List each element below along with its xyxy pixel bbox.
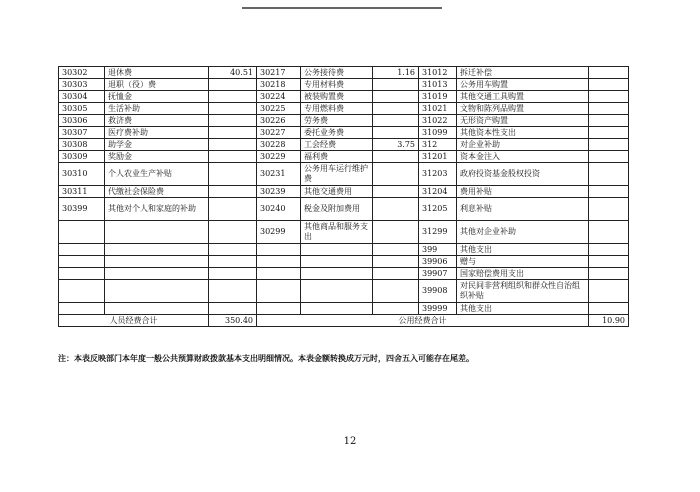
item-name-goods-services: 其他交通费用: [301, 186, 373, 198]
table-row: [59, 103, 629, 115]
econ-code-goods-services: 30239: [257, 186, 301, 198]
amount-goods-services: [373, 115, 419, 127]
econ-code-personnel: 30311: [59, 186, 105, 198]
amount-goods-services: [373, 127, 419, 139]
expenditure-table: [58, 66, 629, 327]
econ-code-goods-services: 30224: [257, 91, 301, 103]
item-name-capital-other: 政府投资基金股权投资: [457, 163, 589, 186]
amount-personnel: [209, 186, 257, 198]
amount-goods-services: [373, 268, 419, 280]
amount-goods-services: [373, 163, 419, 186]
amount-capital-other: [589, 127, 629, 139]
econ-code-capital-other: 31022: [419, 115, 457, 127]
item-name-personnel: 退职（役）费: [105, 79, 209, 91]
econ-code-capital-other: 31201: [419, 151, 457, 163]
item-name-goods-services: 其他商品和服务支出: [301, 221, 373, 244]
item-name-capital-other: 赠与: [457, 256, 589, 268]
amount-personnel: [209, 127, 257, 139]
table-row: [59, 303, 629, 315]
item-name-goods-services: 福利费: [301, 151, 373, 163]
econ-code-personnel: 30304: [59, 91, 105, 103]
econ-code-capital-other: 39908: [419, 280, 457, 303]
item-name-capital-other: 公务用车购置: [457, 79, 589, 91]
item-name-capital-other: 费用补贴: [457, 186, 589, 198]
econ-code-capital-other: 31099: [419, 127, 457, 139]
item-name-goods-services: [301, 280, 373, 303]
econ-code-goods-services: 30218: [257, 79, 301, 91]
amount-goods-services: [373, 256, 419, 268]
table-row: [59, 151, 629, 163]
econ-code-goods-services: [257, 256, 301, 268]
econ-code-personnel: 30302: [59, 67, 105, 79]
item-name-goods-services: [301, 244, 373, 256]
econ-code-personnel: [59, 268, 105, 280]
item-name-capital-other: 其他资本性支出: [457, 127, 589, 139]
amount-personnel: [209, 198, 257, 221]
public-total-value: 10.90: [589, 315, 629, 327]
econ-code-goods-services: 30229: [257, 151, 301, 163]
econ-code-goods-services: 30240: [257, 198, 301, 221]
econ-code-personnel: [59, 221, 105, 244]
econ-code-capital-other: 39906: [419, 256, 457, 268]
table-body: [59, 67, 629, 315]
amount-capital-other: [589, 256, 629, 268]
amount-goods-services: [373, 186, 419, 198]
amount-capital-other: [589, 67, 629, 79]
econ-code-personnel: [59, 303, 105, 315]
amount-personnel: [209, 244, 257, 256]
amount-goods-services: [373, 198, 419, 221]
econ-code-personnel: 30308: [59, 139, 105, 151]
amount-goods-services: [373, 151, 419, 163]
econ-code-goods-services: [257, 303, 301, 315]
amount-capital-other: [589, 268, 629, 280]
item-name-personnel: [105, 303, 209, 315]
econ-code-personnel: [59, 244, 105, 256]
table-row: [59, 186, 629, 198]
totals-row: [59, 315, 629, 327]
item-name-goods-services: 工会经费: [301, 139, 373, 151]
item-name-personnel: [105, 268, 209, 280]
top-rule: [242, 7, 442, 9]
item-name-personnel: 个人农业生产补贴: [105, 163, 209, 186]
amount-goods-services: [373, 221, 419, 244]
table-row: [59, 91, 629, 103]
item-name-capital-other: 其他对企业补助: [457, 221, 589, 244]
amount-capital-other: [589, 244, 629, 256]
amount-capital-other: [589, 221, 629, 244]
item-name-personnel: 退休费: [105, 67, 209, 79]
table-row: [59, 268, 629, 280]
amount-capital-other: [589, 151, 629, 163]
table-row: [59, 163, 629, 186]
econ-code-goods-services: 30231: [257, 163, 301, 186]
amount-capital-other: [589, 186, 629, 198]
amount-personnel: [209, 221, 257, 244]
table-row: [59, 244, 629, 256]
amount-personnel: [209, 163, 257, 186]
econ-code-capital-other: 31204: [419, 186, 457, 198]
amount-personnel: [209, 280, 257, 303]
table-row: [59, 256, 629, 268]
amount-personnel: [209, 115, 257, 127]
item-name-personnel: 代缴社会保险费: [105, 186, 209, 198]
amount-personnel: [209, 91, 257, 103]
amount-capital-other: [589, 103, 629, 115]
amount-personnel: [209, 139, 257, 151]
amount-capital-other: [589, 280, 629, 303]
table-row: [59, 115, 629, 127]
econ-code-capital-other: 31012: [419, 67, 457, 79]
econ-code-capital-other: 39907: [419, 268, 457, 280]
item-name-personnel: 医疗费补助: [105, 127, 209, 139]
item-name-capital-other: 资本金注入: [457, 151, 589, 163]
item-name-goods-services: 税金及附加费用: [301, 198, 373, 221]
item-name-goods-services: 专用材料费: [301, 79, 373, 91]
econ-code-capital-other: 31299: [419, 221, 457, 244]
item-name-personnel: 奖励金: [105, 151, 209, 163]
amount-capital-other: [589, 115, 629, 127]
item-name-personnel: 抚恤金: [105, 91, 209, 103]
econ-code-goods-services: 30226: [257, 115, 301, 127]
amount-personnel: [209, 256, 257, 268]
econ-code-capital-other: 31205: [419, 198, 457, 221]
item-name-personnel: 生活补助: [105, 103, 209, 115]
item-name-personnel: [105, 280, 209, 303]
econ-code-personnel: 30307: [59, 127, 105, 139]
page-number: 12: [343, 436, 357, 447]
econ-code-personnel: [59, 280, 105, 303]
item-name-goods-services: 劳务费: [301, 115, 373, 127]
item-name-personnel: 救济费: [105, 115, 209, 127]
item-name-capital-other: 其他支出: [457, 244, 589, 256]
item-name-goods-services: 公务接待费: [301, 67, 373, 79]
econ-code-personnel: 30303: [59, 79, 105, 91]
econ-code-goods-services: 30217: [257, 67, 301, 79]
amount-goods-services: [373, 103, 419, 115]
econ-code-personnel: [59, 256, 105, 268]
amount-personnel: [209, 103, 257, 115]
amount-personnel: [209, 268, 257, 280]
item-name-capital-other: 拆迁补偿: [457, 67, 589, 79]
personnel-total-label: 人员经费合计: [59, 315, 209, 327]
item-name-capital-other: 对民间非营利组织和群众性自治组织补贴: [457, 280, 589, 303]
amount-capital-other: [589, 198, 629, 221]
item-name-goods-services: 被装购置费: [301, 91, 373, 103]
item-name-personnel: [105, 244, 209, 256]
table-row: [59, 127, 629, 139]
econ-code-capital-other: 39999: [419, 303, 457, 315]
amount-goods-services: 3.75: [373, 139, 419, 151]
econ-code-capital-other: 312: [419, 139, 457, 151]
item-name-personnel: [105, 256, 209, 268]
econ-code-capital-other: 31021: [419, 103, 457, 115]
table-row: [59, 221, 629, 244]
econ-code-capital-other: 31013: [419, 79, 457, 91]
item-name-personnel: 其他对个人和家庭的补助: [105, 198, 209, 221]
table-row: [59, 280, 629, 303]
table-note: 注：本表反映部门本年度一般公共预算财政拨款基本支出明细情况。本表金额转换成万元时，四舍五入可能存在尾差。: [58, 353, 474, 363]
item-name-goods-services: 公务用车运行维护费: [301, 163, 373, 186]
public-total-label: 公用经费合计: [257, 315, 589, 327]
table-row: [59, 139, 629, 151]
amount-personnel: [209, 151, 257, 163]
amount-personnel: [209, 79, 257, 91]
item-name-capital-other: 文物和陈列品购置: [457, 103, 589, 115]
amount-goods-services: [373, 303, 419, 315]
econ-code-goods-services: 30299: [257, 221, 301, 244]
item-name-personnel: [105, 221, 209, 244]
amount-capital-other: [589, 303, 629, 315]
amount-goods-services: [373, 91, 419, 103]
econ-code-personnel: 30309: [59, 151, 105, 163]
item-name-capital-other: 其他交通工具购置: [457, 91, 589, 103]
table-row: [59, 79, 629, 91]
econ-code-personnel: 30310: [59, 163, 105, 186]
amount-personnel: [209, 303, 257, 315]
econ-code-personnel: 30399: [59, 198, 105, 221]
econ-code-goods-services: 30228: [257, 139, 301, 151]
table-row: [59, 198, 629, 221]
amount-goods-services: [373, 280, 419, 303]
econ-code-personnel: 30306: [59, 115, 105, 127]
item-name-capital-other: 国家赔偿费用支出: [457, 268, 589, 280]
amount-capital-other: [589, 79, 629, 91]
econ-code-goods-services: [257, 280, 301, 303]
table-row: [59, 67, 629, 79]
econ-code-goods-services: [257, 268, 301, 280]
item-name-goods-services: [301, 256, 373, 268]
item-name-capital-other: 利息补贴: [457, 198, 589, 221]
item-name-personnel: 助学金: [105, 139, 209, 151]
item-name-capital-other: 无形资产购置: [457, 115, 589, 127]
amount-capital-other: [589, 139, 629, 151]
econ-code-personnel: 30305: [59, 103, 105, 115]
econ-code-capital-other: 31203: [419, 163, 457, 186]
econ-code-goods-services: 30225: [257, 103, 301, 115]
item-name-goods-services: [301, 303, 373, 315]
item-name-goods-services: 专用燃料费: [301, 103, 373, 115]
econ-code-capital-other: 31019: [419, 91, 457, 103]
econ-code-goods-services: [257, 244, 301, 256]
amount-personnel: 40.51: [209, 67, 257, 79]
econ-code-goods-services: 30227: [257, 127, 301, 139]
amount-capital-other: [589, 163, 629, 186]
econ-code-capital-other: 399: [419, 244, 457, 256]
amount-goods-services: 1.16: [373, 67, 419, 79]
amount-capital-other: [589, 91, 629, 103]
item-name-goods-services: [301, 268, 373, 280]
item-name-capital-other: 对企业补助: [457, 139, 589, 151]
item-name-goods-services: 委托业务费: [301, 127, 373, 139]
personnel-total-value: 350.40: [209, 315, 257, 327]
amount-goods-services: [373, 244, 419, 256]
item-name-capital-other: 其他支出: [457, 303, 589, 315]
amount-goods-services: [373, 79, 419, 91]
